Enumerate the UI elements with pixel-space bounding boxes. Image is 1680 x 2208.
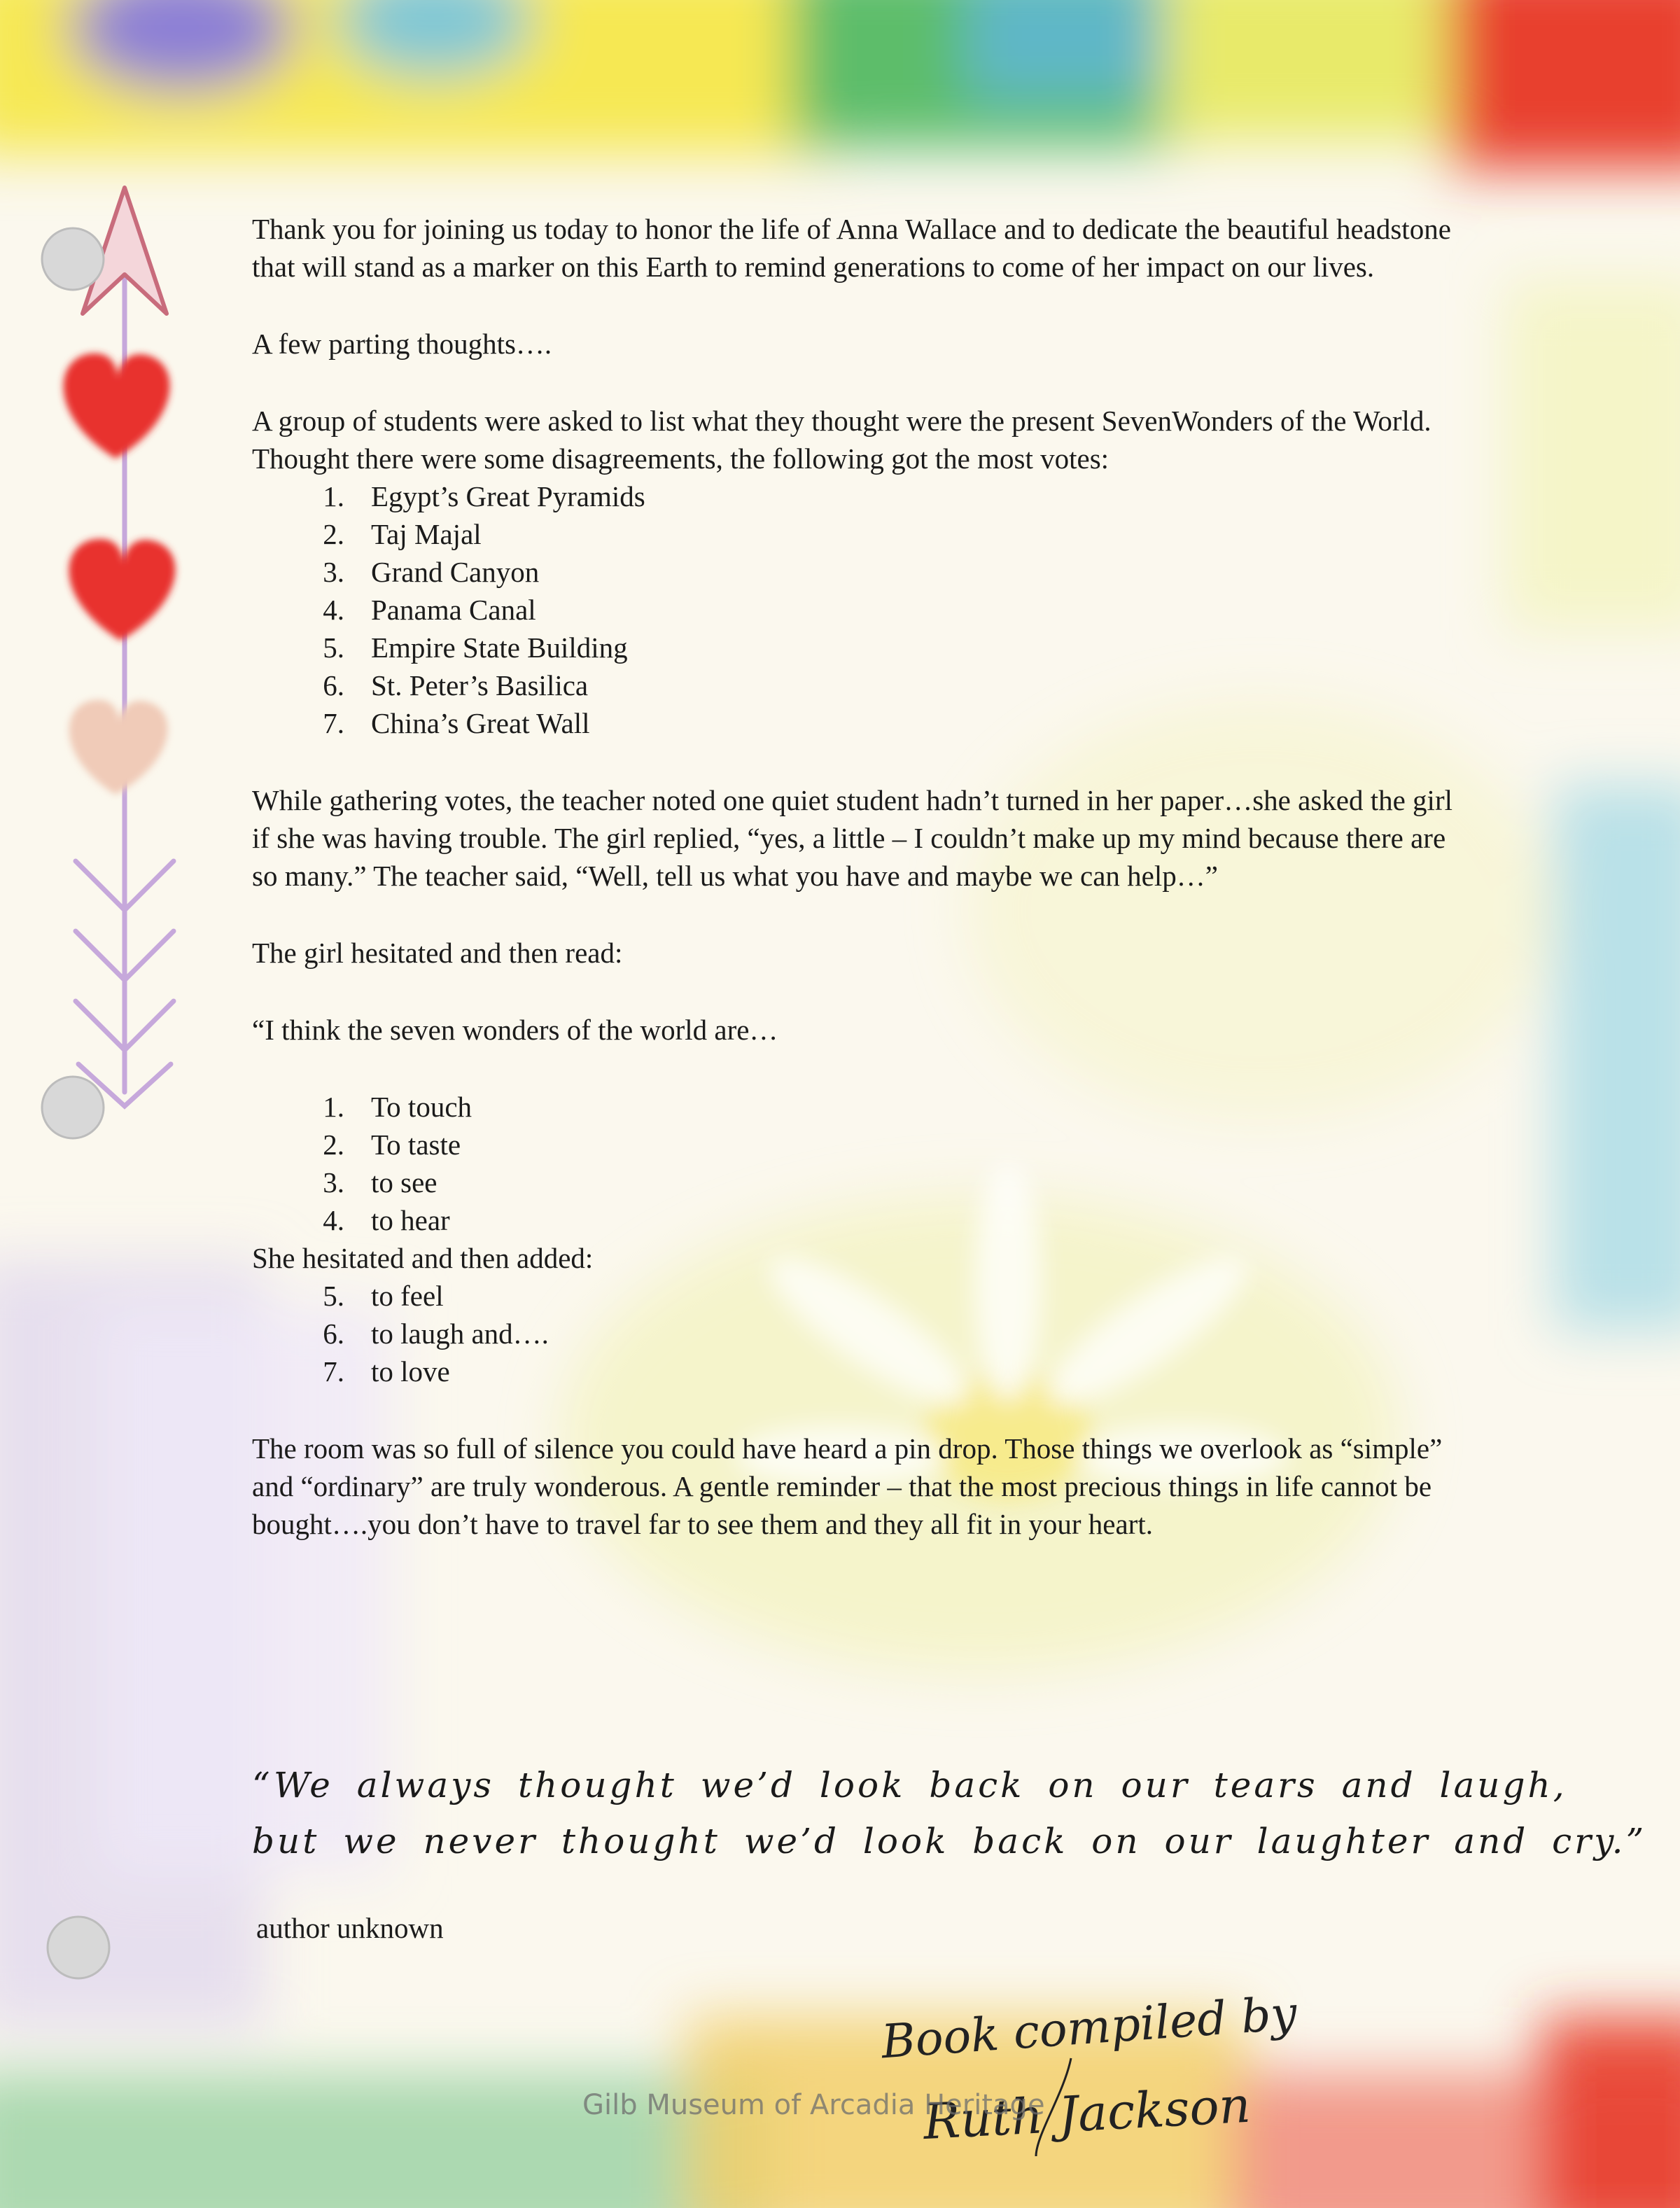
list-item [252, 477, 1456, 515]
senses-list-second [252, 1277, 1456, 1390]
group-intro-paragraph: A group of students were asked to list what they thought were the present SevenWonders of the World. Thought there were some disagreements, the following got the most votes: [252, 405, 1432, 475]
list-text: Egypt’s Great Pyramids [371, 480, 645, 512]
list-number: 3. [323, 1166, 344, 1199]
list-number: 4. [323, 594, 344, 626]
list-text: To touch [371, 1091, 472, 1123]
silence-paragraph: The room was so full of silence you could have heard a pin drop. Those things we overlook as “simple” and “ordinary” are truly wonderous. A gentle reminder – that the most precious things in life cannot be bought….you don’t have to travel far to see them and they all fit in your heart. [252, 1432, 1443, 1540]
list-text: Empire State Building [371, 631, 628, 664]
list-text: Taj Majal [371, 518, 482, 550]
quote-line-2: but we never thought we’d look back on our laughter and cry.” [252, 1821, 1647, 1861]
list-number: 2. [323, 1129, 344, 1161]
signature-line-1: Book compiled by [879, 1986, 1299, 2069]
list-number: 1. [323, 1091, 344, 1123]
quote-line-1: “We always thought we’d look back on our tears and laugh, [252, 1765, 1567, 1805]
list-item [252, 1126, 1456, 1164]
list-item [252, 591, 1456, 629]
list-text: to hear [371, 1204, 450, 1236]
list-number: 4. [323, 1204, 344, 1236]
list-item [252, 1164, 1456, 1201]
list-item [252, 629, 1456, 666]
list-text: to love [371, 1355, 450, 1388]
parting-thoughts: A few parting thoughts…. [252, 328, 552, 360]
handwritten-signature [861, 1974, 1393, 2170]
signature-line-2: Ruth Jackson [921, 2076, 1252, 2151]
list-item [252, 666, 1456, 704]
list-number: 7. [323, 707, 344, 739]
list-item [252, 1277, 1456, 1315]
list-text: China’s Great Wall [371, 707, 590, 739]
added-line: She hesitated and then added: [252, 1242, 594, 1274]
museum-watermark: Gilb Museum of Arcadia Heritage [582, 2089, 1045, 2121]
closing-quote [252, 1757, 1646, 1869]
list-item [252, 1088, 1456, 1126]
list-item [252, 1201, 1456, 1239]
intro-paragraph: Thank you for joining us today to honor the life of Anna Wallace and to dedicate the beautiful headstone that will stand as a marker on this Earth to remind generations to come of her impact on our lives. [252, 213, 1451, 283]
list-item [252, 1315, 1456, 1353]
list-number: 6. [323, 1318, 344, 1350]
list-item [252, 1353, 1456, 1390]
quote-author: author unknown [256, 1912, 444, 1944]
think-line: “I think the seven wonders of the world are… [252, 1014, 778, 1046]
list-number: 5. [323, 1280, 344, 1312]
letter-body [252, 210, 1456, 1543]
list-number: 5. [323, 631, 344, 664]
list-text: Panama Canal [371, 594, 536, 626]
seven-wonders-list [252, 477, 1456, 742]
list-text: Grand Canyon [371, 556, 540, 588]
list-text: To taste [371, 1129, 461, 1161]
gathering-paragraph: While gathering votes, the teacher noted one quiet student hadn’t turned in her paper…she asked the girl if she was having trouble. The girl replied, “yes, a little – I couldn’t make up my mind because there are so many.” The teacher said, “Well, tell us what you have and maybe we can help…” [252, 784, 1452, 892]
list-text: to laugh and…. [371, 1318, 549, 1350]
hesitated-line: The girl hesitated and then read: [252, 937, 623, 969]
list-text: to feel [371, 1280, 444, 1312]
list-text: to see [371, 1166, 438, 1199]
list-number: 7. [323, 1355, 344, 1388]
senses-list-first [252, 1088, 1456, 1239]
list-number: 2. [323, 518, 344, 550]
list-text: St. Peter’s Basilica [371, 669, 589, 701]
list-number: 3. [323, 556, 344, 588]
list-number: 6. [323, 669, 344, 701]
list-number: 1. [323, 480, 344, 512]
list-item [252, 704, 1456, 742]
list-item [252, 515, 1456, 553]
list-item [252, 553, 1456, 591]
